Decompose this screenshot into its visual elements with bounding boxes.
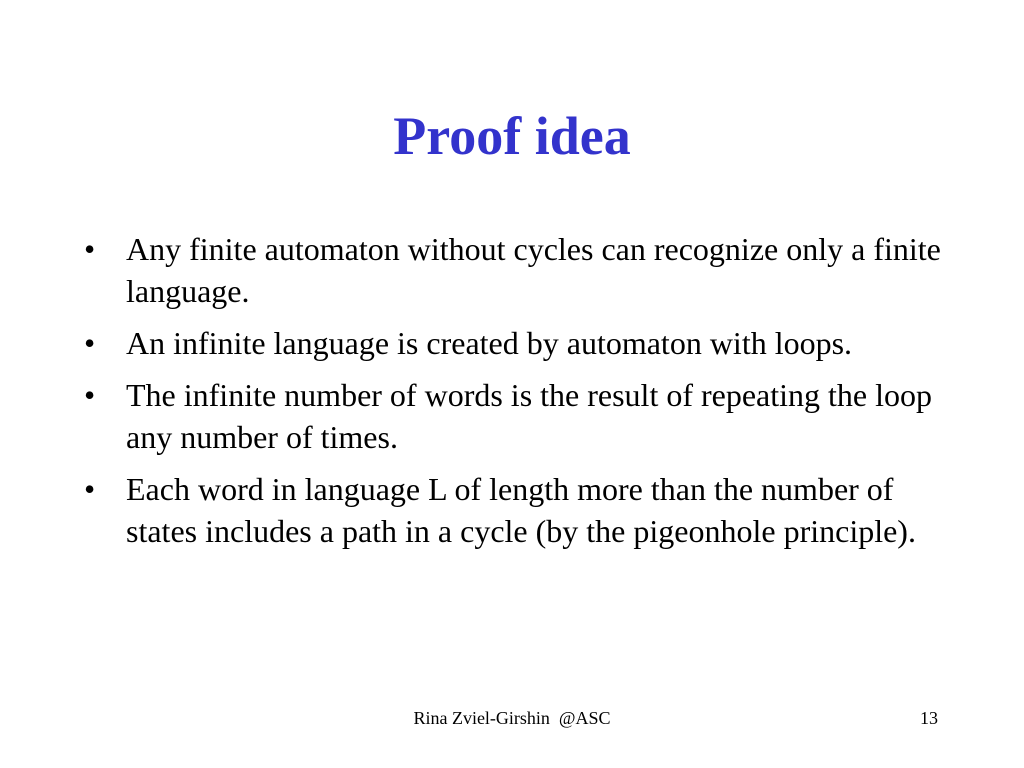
slide-title: Proof idea <box>393 106 631 166</box>
bullet-list <box>84 228 954 562</box>
bullet-text: The infinite number of words is the result of repeating the loop any number of times. <box>126 377 933 455</box>
bullet-icon: • <box>84 231 96 267</box>
bullet-item <box>84 228 954 312</box>
bullet-text: Any finite automaton without cycles can recognize only a finite language. <box>126 231 941 309</box>
bullet-text: Each word in language L of length more than the number of states includes a path in a cycle (by the pigeonhole principle). <box>126 471 916 549</box>
footer-author: Rina Zviel-Girshin @ASC <box>413 708 611 728</box>
bullet-item <box>84 374 954 458</box>
bullet-icon: • <box>84 325 96 361</box>
bullet-icon: • <box>84 471 96 507</box>
bullet-icon: • <box>84 377 96 413</box>
page-number: 13 <box>920 708 938 728</box>
bullet-item <box>84 322 954 364</box>
bullet-text: An infinite language is created by automaton with loops. <box>126 325 853 361</box>
bullet-item <box>84 468 954 552</box>
